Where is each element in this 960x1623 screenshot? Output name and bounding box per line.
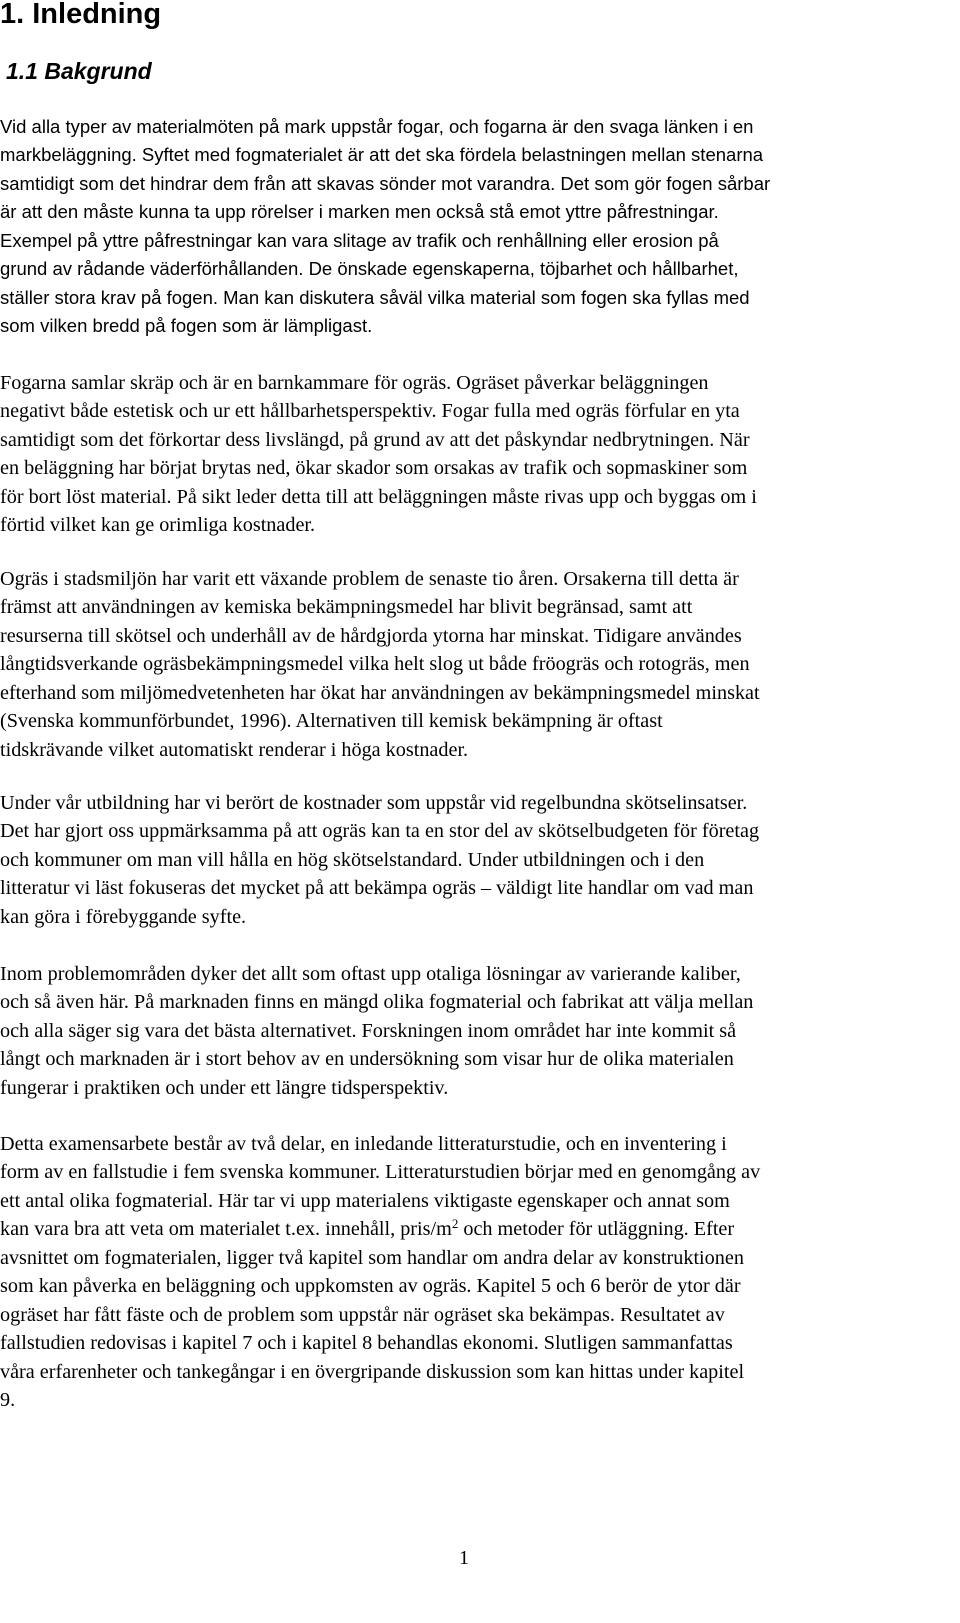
text-line: en beläggning har börjat brytas ned, ökar skador som orsakas av trafik och sopmaskiner som [0,457,748,480]
text-line: markbeläggning. Syftet med fogmaterialet är att det ska fördela belastningen mellan stenarna [0,144,764,166]
paragraph-3 [0,565,958,764]
chapter-heading: 1. Inledning [0,0,162,30]
text-line: fallstudien redovisas i kapitel 7 och i kapitel 8 behandlas ekonomi. Slutligen sammanfattas [0,1332,733,1355]
text-line: ett antal olika fogmaterial. Här tar vi upp materialens viktigaste egenskaper och annat som [0,1189,730,1212]
text-line: 9. [0,1388,16,1411]
text-line: Fogarna samlar skräp och är en barnkammare för ogräs. Ogräset påverkar beläggningen [0,372,709,394]
text-line: kan göra i förebyggande syfte. [0,905,247,928]
text-line: kan vara bra att veta om materialet t.ex. innehåll, pris/$m^2$ och metoder för utläggning. Efter [0,1216,735,1241]
text-line: långt och marknaden är i stort behov av en undersökning som visar hur de olika materialen [0,1048,734,1071]
text-line: (Svenska kommunförbundet, 1996). Alternativen till kemisk bekämpning är oftast [0,710,663,733]
text-line: resurserna till skötsel och underhåll av de hårdgjorda ytorna har minskat. Tidigare användes [0,624,742,647]
page-number: 1 [459,1547,469,1569]
text-line: Vid alla typer av materialmöten på mark uppstår fogar, och fogarna är den svaga länken i en [0,116,754,137]
text-line: efterhand som miljömedvetenheten har ökat har användningen av bekämpningsmedel minskat [0,681,760,704]
section-heading: 1.1 Bakgrund [6,58,152,84]
text-line: fungerar i praktiken och under ett längre tidsperspektiv. [0,1076,449,1099]
text-line: och alla säger sig vara det bästa alternativet. Forskningen inom området har inte kommit så [0,1019,737,1042]
paragraph-4 [0,789,958,931]
text-line: Detta examensarbete består av två delar, en inledande litteraturstudie, och en inventering i [0,1133,727,1155]
superscript: 2 [451,1216,459,1232]
text-line: Exempel på yttre påfrestningar kan vara slitage av trafik och renhållning eller erosion på [0,229,719,251]
text-line: främst att användningen av kemiska bekämpningsmedel har blivit begränsad, samt att [0,596,693,619]
text-line: är att den måste kunna ta upp rörelser i marken men också stå emot yttre påfrestningar. [0,201,719,223]
text-line: ogräset har fått fäste och de problem som uppstår när ogräset ska bekämpas. Resultatet av [0,1303,725,1326]
text-line: Det har gjort oss uppmärksamma på att ogräs kan ta en stor del av skötselbudgeten för företag [0,820,760,843]
paragraph-5 [0,960,958,1102]
text-line: negativt både estetisk och ur ett hållbarhetsperspektiv. Fogar fulla med ogräs förfular en yta [0,400,740,423]
text-line: tidskrävande vilket automatiskt renderar i höga kostnader. [0,738,469,761]
text-line: grund av rådande väderförhållanden. De önskade egenskaperna, töjbarhet och hållbarhet, [0,258,739,280]
paragraph-6 [0,1130,958,1414]
paragraph-2 [0,369,958,540]
paragraph-1 [0,113,958,341]
text-line: Ogräs i stadsmiljön har varit ett växande problem de senaste tio åren. Orsakerna till detta är [0,568,739,590]
text-line: samtidigt som det hindrar dem från att skavas sönder mot varandra. Det som gör fogen sårbar [0,172,771,194]
text-line: som vilken bredd på fogen som är lämpligast. [0,315,373,337]
text-line: och kommuner om man vill hålla en hög skötselstandard. Under utbildningen och i den [0,848,705,871]
text-line: avsnittet om fogmaterialen, ligger två kapitel som handlar om andra delar av konstruktionen [0,1246,744,1269]
text-line: Inom problemområden dyker det allt som oftast upp otaliga lösningar av varierande kaliber, [0,963,741,985]
text-line: samtidigt som det förkortar dess livslängd, på grund av att det påskyndar nedbrytningen. När [0,428,750,451]
text-line: förtid vilket kan ge orimliga kostnader. [0,514,316,537]
text-line: för bort löst material. På sikt leder detta till att beläggningen måste rivas upp och byggas om i [0,485,757,508]
text-line: våra erfarenheter och tankegångar i en övergripande diskussion som kan hittas under kapitel [0,1360,745,1383]
text-line: form av en fallstudie i fem svenska kommuner. Litteraturstudien börjar med en genomgång av [0,1161,761,1184]
text-line: långtidsverkande ogräsbekämpningsmedel vilka helt slog ut både fröogräs och rotogräs, men [0,653,750,676]
text-line: Under vår utbildning har vi berört de kostnader som uppstår vid regelbundna skötselinsatser. [0,792,748,814]
text-line: ställer stora krav på fogen. Man kan diskutera såväl vilka material som fogen ska fyllas med [0,286,750,308]
text-line: som kan påverka en beläggning och uppkomsten av ogräs. Kapitel 5 och 6 berör de ytor där [0,1275,741,1298]
text-line: litteratur vi läst fokuseras det mycket på att bekämpa ogräs – väldigt lite handlar om vad man [0,877,754,900]
text-line: och så även här. På marknaden finns en mängd olika fogmaterial och fabrikat att välja mellan [0,991,754,1014]
